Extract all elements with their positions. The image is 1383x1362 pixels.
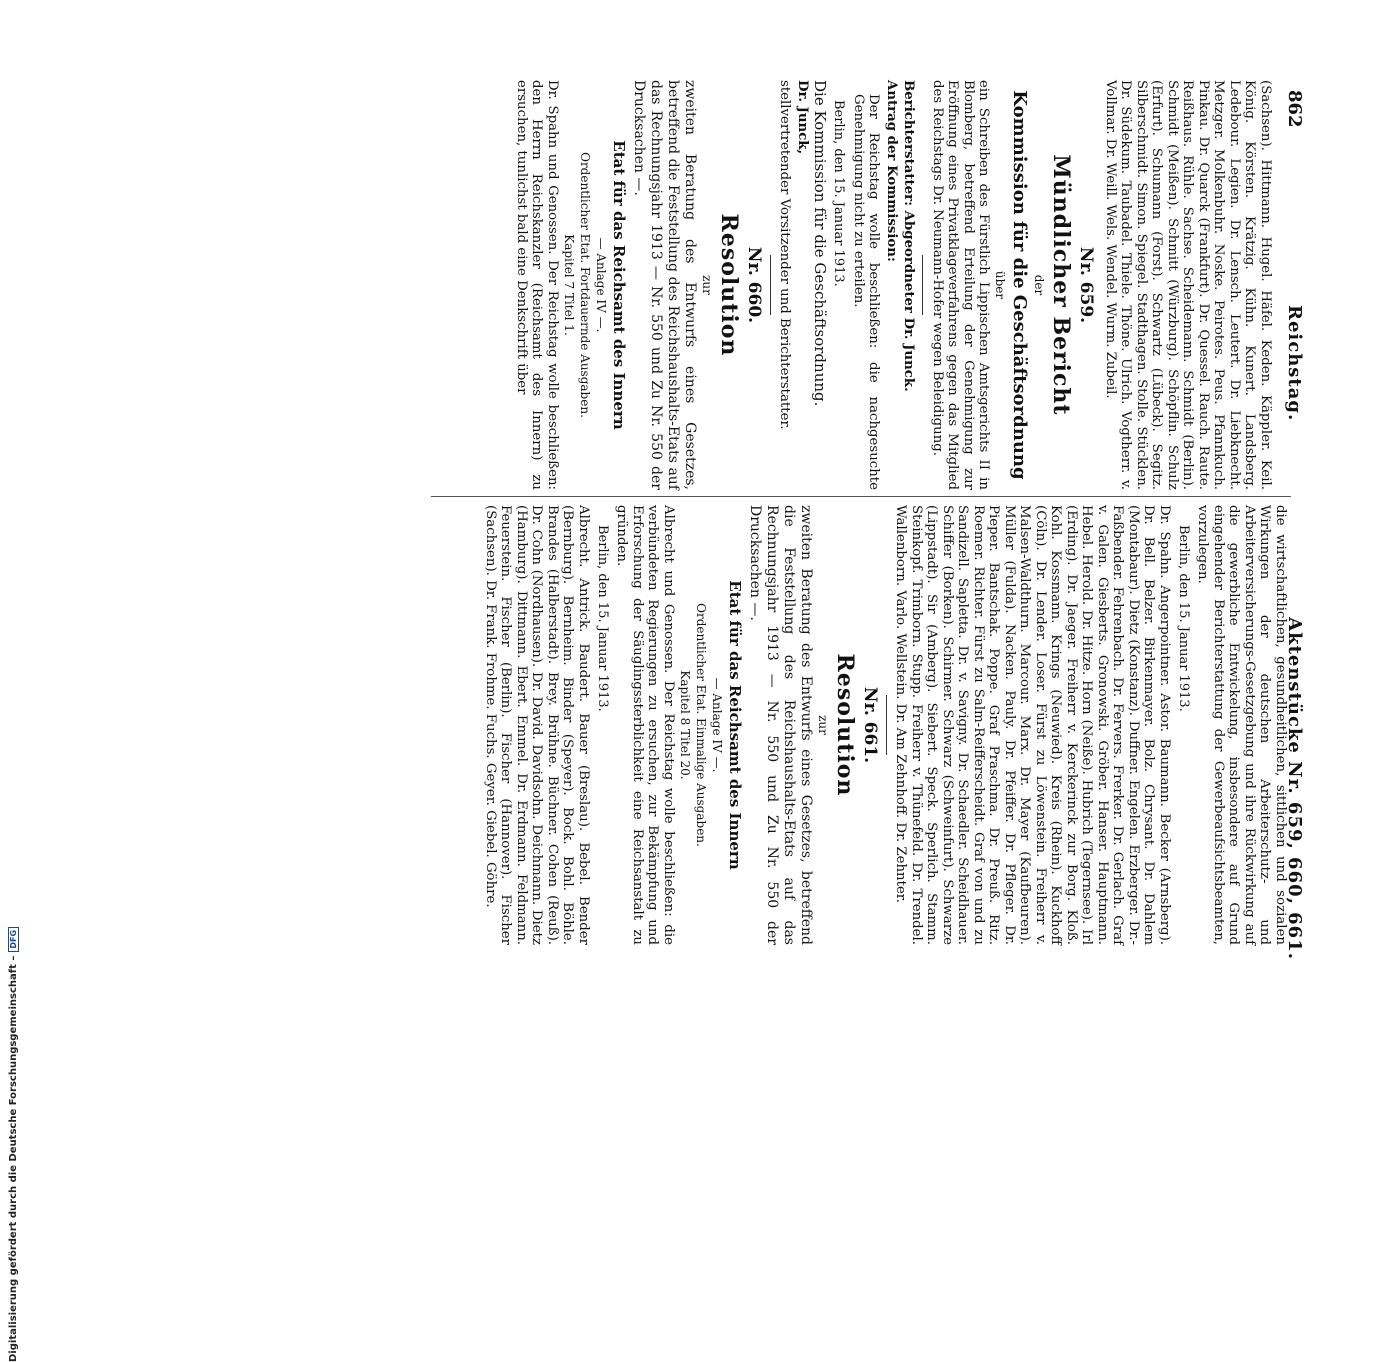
date-line: Berlin, den 15. Januar 1913. <box>1176 525 1191 712</box>
resolution-body: zweiten Beratung des Entwurfs eines Gesetzes, betreffend die Feststellung des Reichshaushalts-Etats auf das Rechnungsjahr 1913 — Nr. 550 und Zu Nr. 550 der Drucksachen —. <box>747 505 814 945</box>
page-number: 862 <box>1284 90 1305 128</box>
signer-name: Dr. Junck, <box>795 80 810 155</box>
anlage-label: — Anlage IV —. <box>710 677 724 773</box>
names-list: (Sachsen). Hittmann. Hugel. Häfel. Keden. Käppler. Keil. König. Körsten. Krätzig. Kühn. Kunert. Landsberg. Ledebour. Legien. Dr. Lensch. Leutert. Dr. Liebknecht. Metzger. Molkenbuhr. Noske. Peirotes. Peus. Pfannkuch. Pinkau. Dr. Quarck (Frankfurt). Dr. Quessel. Rauch. Raute. Reißhaus. Rühle. Sachse. Scheidemann. Schmidt (Berlin). Schmidt (Meißen). Schmitt (Würzburg). Schöpflin. Schulz (Erfurt). Schumann (Forst). Schwartz (Lübeck). Segitz. Silberschmidt. Simon. Spiegel. Stadthagen. Stolle. Stücklen. Dr. Südekum. Taubadel. Thiele. Thöne. Ulrich. Vogtherr. v. Vollmar. Dr. Weill. Wels. Wendel. Wurm. Zubeil. <box>1103 80 1273 490</box>
ueber-label: über <box>993 270 1008 300</box>
zur-label: zur <box>816 715 830 735</box>
divider <box>886 695 887 755</box>
etat-title: Etat für das Reichsamt des Innern <box>726 580 744 870</box>
resolution-title: Resolution <box>832 653 858 797</box>
signer-role: stellvertretender Vorsitzender und Berichterstatter. <box>777 80 793 430</box>
left-column <box>13 80 1273 490</box>
motion-heading: Antrag der Kommission: <box>884 80 899 262</box>
document-number-660: Nr. 660. <box>744 246 764 324</box>
ordentlich-label: Ordentlicher Etat. Einmalige Ausgaben. <box>694 603 708 847</box>
der-label: der <box>1032 274 1047 296</box>
header-title: Reichstag. <box>1284 305 1305 422</box>
document-number-659: Nr. 659. <box>1076 246 1097 324</box>
signing-body: Die Kommission für die Geschäftsordnung. <box>811 80 830 407</box>
ordentlich-label: Ordentlicher Etat. Fortdauernde Ausgaben. <box>578 152 592 418</box>
resolution-motion: Dr. Spahn und Genossen. Der Reichstag wolle beschließen: den Herrn Reichskanzler (Reichsamt des Innern) zu ersuchen, tunlichst bald eine Denkschrift über <box>514 80 560 490</box>
date-line: Berlin, den 15. Januar 1913. <box>595 525 610 712</box>
side-note-container <box>8 372 20 1362</box>
resolution-motion: Albrecht und Genossen. Der Reichstag wolle beschließen: die verbündeten Regierungen zu ersuchen, zur Bekämpfung und Erforschung der Säuglingssterblichkeit eine Reichsanstalt zu gründen. <box>614 505 676 945</box>
signatories-list: Dr. Spahn. Angerpointner. Astor. Baumann. Becker (Arnsberg). Dr. Bell. Belzer. Birkenmayer. Bolz. Chrysant. Dr. Dahlem (Montabaur). Dietz (Konstanz). Duffner. Engelen. Erzberger. Dr.-Faßbender. Fehrenbach. Dr. Fervers. Frerker. Dr. Gerlach. Graf v. Galen. Giesberts. Gronowski. Gröber. Hanser. Hauptmann. Hebel. Herold. Dr. Hitze. Horn (Neiße). Hubrich (Tegernsee). Irl (Erding). Dr. Jaeger. Freiherr v. Kerckerinck zur Borg. Kloß. Kohl. Kossmann. Krings (Neuwied). Kreis (Rhein). Kuckhoff (Cöln). Dr. Lender. Loser. Fürst zu Löwenstein. Freiherr v. Malsen-Waldthurn. Marcour. Marx. Dr. Mayer (Kaufbeuren). Müller (Fulda). Nacken. Pauly. Dr. Pfeiffer. Dr. Pfleger. Dr. Pieper. Bantschak. Poppe. Graf Praschma. Dr. Preuß. Ritz. Roemer. Richter. Fürst zu Salm-Reifferscheidt. Graf von und zu Sandizell. Sapletta. Dr. v. Savigny. Dr. Schaedler. Scheidhauer. Schiffer (Borken). Schirmer. Schwarz (Schweinfurt). Schwarze (Lippstadt). Sir (Amberg). Siebert. Speck. Sperlich. Stamm. Steinkopf. Trimborn. Stupp. Freiherr v. Thünefeld. Dr. Trendel. Wallenborn. Varlo. Wellstein. Dr. Am Zehnhoff. Dr. Zehnter. <box>893 505 1172 945</box>
divider <box>923 255 924 315</box>
continued-text: die wirtschaftlichen, gesundheitlichen, sittlichen und sozialen Wirkungen der deutschen Arbeiterschutz- und Arbeiterversicherungs-Gesetzgebung und ihre Rückwirkung auf die gewerbliche Entwickelung, insbesondere auf Grund eingehender Berichterstattung der Gewerbeaufsichtsbeamten, vorzulegen. <box>1195 505 1288 945</box>
header-document-numbers: Aktenstücke Nr. 659, 660, 661. <box>1284 617 1305 960</box>
right-column <box>18 505 1288 945</box>
report-date: Berlin, den 15. Januar 1913. <box>831 100 847 287</box>
kapitel-label: Kapitel 8 Titel 20. <box>678 670 692 780</box>
report-title: Mündlicher Bericht <box>1048 154 1075 416</box>
signatories-list: Albrecht. Antrick. Baudert. Bauer (Breslau). Bebel. Bender (Bernburg). Bernheim. Binder (Speyer). Bock. Bohl. Böhle. Brandes (Halberstadt). Brey. Brühne. Büchner. Cohen (Reuß). Dr. Cohn (Nordhausen). Dr. David. Davidsohn. Deichmann. Dietz (Hamburg). Dittmann. Ebert. Emmel. Dr. Erdmann. Feldmann. Feuerstein. Fischer (Berlin). Fischer (Hannover). Fischer (Sachsen). Dr. Frank. Frohme. Fuchs. Geyer. Giebel. Göhre. <box>483 505 591 945</box>
funding-note-text: Digitalisierung gefördert durch die Deutsche Forschungsgemeinschaft – <box>8 955 19 1362</box>
funding-note <box>8 927 19 1362</box>
zur-label: zur <box>700 275 714 295</box>
dfg-logo-icon: DFG <box>8 927 19 952</box>
commission-title: Kommission für die Geschäftsordnung <box>1009 90 1031 480</box>
resolution-body: zweiten Beratung des Entwurfs eines Gesetzes, betreffend die Feststellung des Reichshaushalts-Etats auf das Rechnungsjahr 1913 — Nr. 550 und Zu Nr. 550 der Drucksachen —. <box>631 80 698 490</box>
report-body: ein Schreiben des Fürstlich Lippischen Amtsgerichts II in Blomberg, betreffend Erteilung der Genehmigung zur Eröffnung eines Privatklageverfahrens gegen das Mitglied des Reichstags Dr. Neumann-Hofer wegen Beleidigung. <box>930 80 992 490</box>
divider <box>770 255 771 315</box>
etat-title: Etat für das Reichsamt des Innern <box>610 140 628 430</box>
kapitel-label: Kapitel 7 Titel 1. <box>562 234 576 336</box>
motion-text: Der Reichstag wolle beschließen: die nachgesuchte Genehmigung nicht zu erteilen. <box>851 94 882 490</box>
resolution-title: Resolution <box>716 213 742 357</box>
anlage-label: — Anlage IV —. <box>594 237 608 333</box>
column-divider <box>431 496 1291 497</box>
document-number-661: Nr. 661. <box>860 686 880 764</box>
reporter-line: Berichterstatter: Abgeordneter Dr. Junck. <box>901 80 917 392</box>
